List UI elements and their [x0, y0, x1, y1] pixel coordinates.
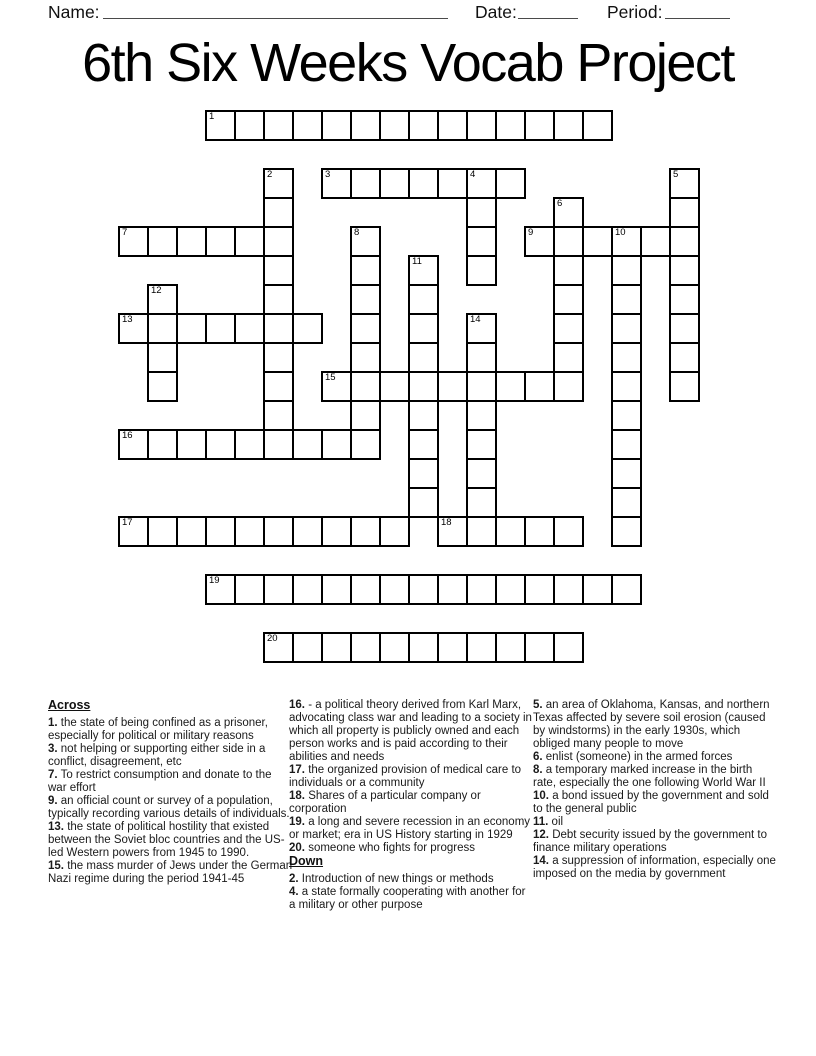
crossword-cell[interactable]: [408, 342, 439, 373]
crossword-cell[interactable]: [350, 168, 381, 199]
crossword-cell[interactable]: [466, 487, 497, 518]
crossword-cell[interactable]: [611, 400, 642, 431]
period-field-line[interactable]: [665, 18, 730, 19]
crossword-cell[interactable]: [205, 429, 236, 460]
crossword-cell[interactable]: [147, 429, 178, 460]
crossword-cell[interactable]: [553, 110, 584, 141]
crossword-cell[interactable]: [669, 371, 700, 402]
crossword-cell[interactable]: [350, 284, 381, 315]
clue-section-header: Across: [48, 698, 91, 712]
crossword-cell[interactable]: [147, 342, 178, 373]
word-number-label: 11: [412, 256, 422, 267]
crossword-cell[interactable]: [205, 226, 236, 257]
crossword-cell[interactable]: [263, 574, 294, 605]
clue-item-18: 18. Shares of a particular company or corporation: [289, 790, 481, 815]
crossword-cell[interactable]: [263, 632, 294, 663]
crossword-cell[interactable]: [669, 284, 700, 315]
date-label: Date:: [475, 2, 517, 22]
clue-item-12: 12. Debt security issued by the government to finance military operations: [533, 829, 767, 854]
crossword-cell[interactable]: [408, 110, 439, 141]
crossword-cell[interactable]: [234, 226, 265, 257]
date-field-line[interactable]: [518, 18, 578, 19]
crossword-cell[interactable]: [321, 371, 352, 402]
crossword-cell[interactable]: [466, 458, 497, 489]
word-number-label: 5: [673, 169, 679, 180]
crossword-cell[interactable]: [524, 371, 555, 402]
clue-item-3: 3. not helping or supporting either side in a conflict, disagreement, etc: [48, 743, 266, 768]
crossword-cell[interactable]: [350, 429, 381, 460]
crossword-cell[interactable]: [205, 313, 236, 344]
crossword-cell[interactable]: [524, 574, 555, 605]
crossword-cell[interactable]: [350, 110, 381, 141]
crossword-cell[interactable]: [350, 226, 381, 257]
clue-item-7: 7. To restrict consumption and donate to the war effort: [48, 769, 272, 794]
crossword-cell[interactable]: [234, 516, 265, 547]
crossword-cell[interactable]: [466, 429, 497, 460]
crossword-cell[interactable]: [379, 574, 410, 605]
clue-item-15: 15. the mass murder of Jews under the German Nazi regime during the period 1941-45: [48, 860, 293, 885]
clue-item-16: 16. - a political theory derived from Karl Marx, advocating class war and leading to a society in which all property is publicly owned and each person works and is paid according to their abilities and needs: [289, 699, 532, 763]
word-number-label: 3: [325, 169, 331, 180]
crossword-cell[interactable]: [437, 632, 468, 663]
clue-item-8: 8. a temporary marked increase in the birth rate, especially the one following World War II: [533, 764, 766, 789]
crossword-cell[interactable]: [524, 110, 555, 141]
clue-column-middle: [289, 699, 534, 912]
clue-column-left: [48, 699, 293, 886]
clue-item-19: 19. a long and severe recession in an economy or market; era in US History starting in 1929: [289, 816, 531, 841]
crossword-cell[interactable]: [408, 632, 439, 663]
crossword-cell[interactable]: [582, 574, 613, 605]
crossword-cell[interactable]: [263, 313, 294, 344]
crossword-cell[interactable]: [263, 168, 294, 199]
clue-item-2: 2. Introduction of new things or methods: [289, 873, 494, 885]
crossword-cell[interactable]: [176, 516, 207, 547]
clue-item-4: 4. a state formally cooperating with another for a military or other purpose: [289, 886, 526, 911]
crossword-cell[interactable]: [350, 400, 381, 431]
crossword-cell[interactable]: [437, 110, 468, 141]
word-number-label: 1: [209, 111, 215, 122]
crossword-cell[interactable]: [263, 110, 294, 141]
crossword-cell[interactable]: [669, 342, 700, 373]
crossword-cell[interactable]: [350, 342, 381, 373]
crossword-cell[interactable]: [263, 197, 294, 228]
crossword-cell[interactable]: [582, 110, 613, 141]
crossword-cell[interactable]: [466, 516, 497, 547]
crossword-cell[interactable]: [147, 371, 178, 402]
crossword-cell[interactable]: [321, 110, 352, 141]
clue-item-17: 17. the organized provision of medical care to individuals or a community: [289, 764, 522, 789]
crossword-cell[interactable]: [437, 516, 468, 547]
crossword-cell[interactable]: [118, 516, 149, 547]
word-number-label: 9: [528, 227, 534, 238]
crossword-cell[interactable]: [118, 429, 149, 460]
crossword-cell[interactable]: [495, 574, 526, 605]
word-number-label: 18: [441, 517, 452, 528]
crossword-cell[interactable]: [553, 284, 584, 315]
crossword-cell[interactable]: [408, 574, 439, 605]
crossword-cell[interactable]: [408, 313, 439, 344]
crossword-cell[interactable]: [147, 226, 178, 257]
crossword-cell[interactable]: [176, 429, 207, 460]
crossword-cell[interactable]: [524, 632, 555, 663]
crossword-cell[interactable]: [495, 168, 526, 199]
word-number-label: 16: [122, 430, 133, 441]
page-title: 6th Six Weeks Vocab Project: [82, 33, 734, 93]
crossword-cell[interactable]: [321, 632, 352, 663]
crossword-cell[interactable]: [553, 226, 584, 257]
crossword-cell[interactable]: [292, 632, 323, 663]
crossword-cell[interactable]: [466, 400, 497, 431]
crossword-grid: [118, 110, 700, 663]
crossword-cell[interactable]: [669, 313, 700, 344]
clue-column-right: [533, 699, 778, 881]
crossword-cell[interactable]: [553, 197, 584, 228]
word-number-label: 6: [557, 198, 563, 209]
crossword-cell[interactable]: [611, 313, 642, 344]
crossword-cell[interactable]: [147, 284, 178, 315]
crossword-cell[interactable]: [553, 371, 584, 402]
crossword-cell[interactable]: [263, 255, 294, 286]
crossword-cell[interactable]: [524, 516, 555, 547]
crossword-cell[interactable]: [292, 110, 323, 141]
crossword-cell[interactable]: [669, 168, 700, 199]
crossword-cell[interactable]: [118, 313, 149, 344]
crossword-cell[interactable]: [553, 574, 584, 605]
crossword-cell[interactable]: [669, 197, 700, 228]
crossword-cell[interactable]: [611, 429, 642, 460]
crossword-cell[interactable]: [553, 313, 584, 344]
clue-item-11: 11. oil: [533, 816, 564, 828]
crossword-cell[interactable]: [292, 313, 323, 344]
word-number-label: 12: [151, 285, 162, 296]
crossword-cell[interactable]: [553, 516, 584, 547]
crossword-cell[interactable]: [466, 226, 497, 257]
clue-section-header: Down: [289, 854, 324, 868]
crossword-cell[interactable]: [553, 342, 584, 373]
crossword-cell[interactable]: [466, 342, 497, 373]
crossword-cell[interactable]: [408, 458, 439, 489]
crossword-cell[interactable]: [234, 574, 265, 605]
word-number-label: 15: [325, 372, 336, 383]
crossword-cell[interactable]: [263, 516, 294, 547]
crossword-cell[interactable]: [205, 110, 236, 141]
word-number-label: 8: [354, 227, 360, 238]
crossword-cell[interactable]: [379, 516, 410, 547]
crossword-cell[interactable]: [495, 110, 526, 141]
crossword-cell[interactable]: [350, 371, 381, 402]
crossword-cell[interactable]: [466, 168, 497, 199]
crossword-cell[interactable]: [611, 255, 642, 286]
crossword-cell[interactable]: [611, 458, 642, 489]
crossword-cell[interactable]: [321, 429, 352, 460]
crossword-cell[interactable]: [176, 226, 207, 257]
crossword-cell[interactable]: [234, 110, 265, 141]
word-number-label: 17: [122, 517, 133, 528]
word-number-label: 7: [122, 227, 128, 238]
crossword-cell[interactable]: [408, 487, 439, 518]
crossword-cell[interactable]: [147, 313, 178, 344]
crossword-cell[interactable]: [263, 371, 294, 402]
crossword-cell[interactable]: [350, 574, 381, 605]
word-number-label: 2: [267, 169, 273, 180]
crossword-cell[interactable]: [379, 110, 410, 141]
crossword-cell[interactable]: [408, 371, 439, 402]
crossword-cell[interactable]: [379, 371, 410, 402]
crossword-cell[interactable]: [379, 632, 410, 663]
crossword-cell[interactable]: [263, 400, 294, 431]
crossword-cell[interactable]: [379, 168, 410, 199]
crossword-cell[interactable]: [350, 632, 381, 663]
word-number-label: 20: [267, 633, 278, 644]
word-number-label: 14: [470, 314, 481, 325]
crossword-cell[interactable]: [553, 632, 584, 663]
crossword-cell[interactable]: [466, 574, 497, 605]
crossword-cell[interactable]: [611, 516, 642, 547]
crossword-cell[interactable]: [234, 313, 265, 344]
crossword-cell[interactable]: [176, 313, 207, 344]
crossword-cell[interactable]: [466, 632, 497, 663]
crossword-cell[interactable]: [669, 226, 700, 257]
crossword-cell[interactable]: [611, 226, 642, 257]
clue-item-9: 9. an official count or survey of a population, typically recording various details of individuals.: [48, 795, 290, 820]
crossword-cell[interactable]: [147, 516, 178, 547]
crossword-cell[interactable]: [611, 487, 642, 518]
crossword-cell[interactable]: [350, 516, 381, 547]
crossword-cell[interactable]: [292, 574, 323, 605]
name-label: Name:: [48, 2, 100, 22]
crossword-cell[interactable]: [466, 371, 497, 402]
crossword-cell[interactable]: [263, 429, 294, 460]
crossword-cell[interactable]: [205, 574, 236, 605]
crossword-cell[interactable]: [408, 255, 439, 286]
crossword-cell[interactable]: [524, 226, 555, 257]
crossword-cell[interactable]: [553, 255, 584, 286]
crossword-cell[interactable]: [466, 313, 497, 344]
crossword-cell[interactable]: [466, 110, 497, 141]
crossword-cell[interactable]: [611, 371, 642, 402]
clue-item-1: 1. the state of being confined as a prisoner, especially for political or military reasons: [48, 717, 268, 742]
crossword-cell[interactable]: [321, 516, 352, 547]
crossword-cell[interactable]: [408, 400, 439, 431]
crossword-cell[interactable]: [408, 284, 439, 315]
crossword-cell[interactable]: [611, 574, 642, 605]
crossword-cell[interactable]: [292, 429, 323, 460]
crossword-cell[interactable]: [408, 429, 439, 460]
crossword-cell[interactable]: [437, 574, 468, 605]
crossword-cell[interactable]: [640, 226, 671, 257]
crossword-cell[interactable]: [495, 516, 526, 547]
crossword-cell[interactable]: [205, 516, 236, 547]
name-field-line[interactable]: [103, 18, 448, 19]
word-number-label: 13: [122, 314, 133, 325]
crossword-cell[interactable]: [408, 168, 439, 199]
clue-item-13: 13. the state of political hostility that existed between the Soviet bloc countries and the US-led Western powers from 1945 to 1990.: [48, 821, 285, 859]
crossword-cell[interactable]: [582, 226, 613, 257]
crossword-cell[interactable]: [466, 255, 497, 286]
crossword-cell[interactable]: [263, 342, 294, 373]
clue-item-20: 20. someone who fights for progress: [289, 842, 476, 854]
period-label: Period:: [607, 2, 663, 22]
crossword-cell[interactable]: [495, 371, 526, 402]
crossword-cell[interactable]: [292, 516, 323, 547]
crossword-cell[interactable]: [118, 226, 149, 257]
crossword-cell[interactable]: [466, 197, 497, 228]
crossword-cell[interactable]: [321, 574, 352, 605]
clue-item-5: 5. an area of Oklahoma, Kansas, and northern Texas affected by severe soil erosion (caused by windstorms) in the early 1930s, which obliged many people to move: [533, 699, 770, 750]
clue-item-14: 14. a suppression of information, especially one imposed on the media by government: [533, 855, 776, 880]
word-number-label: 19: [209, 575, 220, 586]
crossword-cell[interactable]: [495, 632, 526, 663]
word-number-label: 10: [615, 227, 626, 238]
crossword-cell[interactable]: [263, 284, 294, 315]
crossword-cell[interactable]: [437, 168, 468, 199]
word-number-label: 4: [470, 169, 476, 180]
crossword-cell[interactable]: [669, 255, 700, 286]
crossword-cell[interactable]: [437, 371, 468, 402]
crossword-cell[interactable]: [234, 429, 265, 460]
clue-item-6: 6. enlist (someone) in the armed forces: [533, 751, 733, 763]
crossword-cell[interactable]: [350, 255, 381, 286]
crossword-cell[interactable]: [263, 226, 294, 257]
clue-item-10: 10. a bond issued by the government and sold to the general public: [533, 790, 769, 815]
crossword-cell[interactable]: [611, 284, 642, 315]
crossword-cell[interactable]: [321, 168, 352, 199]
crossword-cell[interactable]: [350, 313, 381, 344]
crossword-cell[interactable]: [611, 342, 642, 373]
